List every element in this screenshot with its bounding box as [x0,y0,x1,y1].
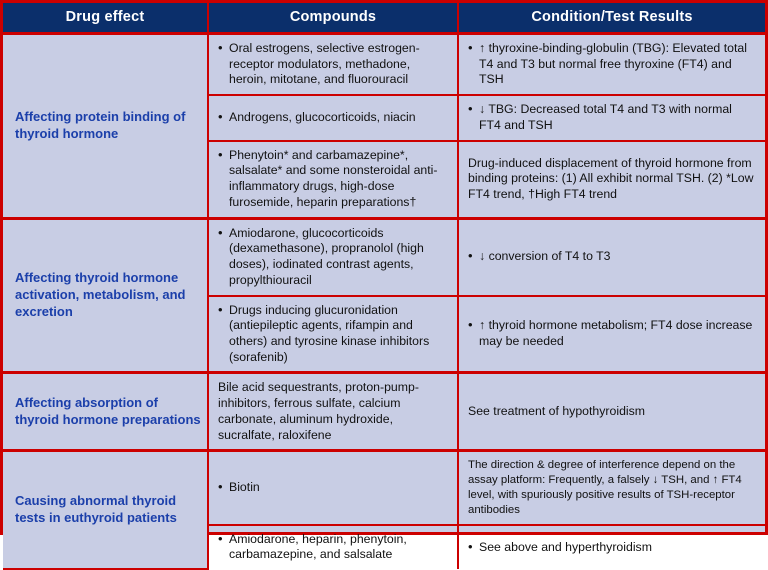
list-item: • Amiodarone, heparin, phenytoin, carbamazepine, and salsalate [218,532,449,563]
list-item: • ↓ conversion of T4 to T3 [468,249,757,265]
drug-effects-table [3,3,765,570]
results-cell [458,95,765,140]
results-list [468,249,757,265]
compounds-cell [208,218,458,295]
results-cell [458,141,765,218]
column-header-drug-effect: Drug effect [3,3,208,34]
table-header [3,3,765,34]
compounds-cell [208,141,458,218]
compounds-list [218,303,449,366]
list-item: • Phenytoin* and carbamazepine*, salsalate* and some nonsteroidal anti-inflammatory drugs, high-dose furosemide, heparin preparations† [218,148,449,211]
list-item: • Androgens, glucocorticoids, niacin [218,110,449,126]
results-cell [458,296,765,373]
compounds-cell [208,95,458,140]
results-cell [458,34,765,96]
table-body [3,34,765,570]
compounds-list [218,226,449,289]
compounds-list [218,148,449,211]
list-item: • ↑ thyroid hormone metabolism; FT4 dose increase may be needed [468,318,757,349]
list-item: • Biotin [218,480,449,496]
table-row [3,373,765,451]
compounds-list [218,480,449,496]
compounds-cell [208,34,458,96]
drug-effect-cell: Affecting absorption of thyroid hormone preparations [3,373,208,451]
list-item: • See above and hyperthyroidism [468,540,757,556]
compounds-list [218,110,449,126]
results-list [468,318,757,349]
column-header-condition-test-results: Condition/Test Results [458,3,765,34]
compounds-cell [208,296,458,373]
compounds-list [218,532,449,563]
results-text: The direction & degree of interference depend on the assay platform: Frequently, a falsely ↓ TSH, and ↑ FT4 level, with spuriously positive results of TSH-receptor antibodies [468,459,742,516]
table-row [3,451,765,525]
results-list [468,102,757,133]
drug-effect-cell: Affecting protein binding of thyroid hormone [3,34,208,219]
results-text: See treatment of hypothyroidism [468,404,646,419]
column-header-compounds: Compounds [208,3,458,34]
compounds-text: Bile acid sequestrants, proton-pump-inhibitors, ferrous sulfate, calcium carbonate, aluminum hydroxide, sucralfate, raloxifene [218,380,419,442]
results-list [468,540,757,556]
compounds-cell [208,451,458,525]
table-row [3,34,765,96]
compounds-cell [208,525,458,569]
drug-effect-cell: Affecting thyroid hormone activation, metabolism, and excretion [3,218,208,373]
results-list [468,41,757,88]
results-cell [458,525,765,569]
table-row [3,218,765,295]
compounds-list [218,41,449,88]
list-item: • Amiodarone, glucocorticoids (dexamethasone), propranolol (high doses), iodinated contrast agents, propylthiouracil [218,226,449,289]
list-item: • ↑ thyroxine-binding-globulin (TBG): Elevated total T4 and T3 but normal free thyroxine (FT4) and TSH [468,41,757,88]
results-cell [458,451,765,525]
header-row [3,3,765,34]
list-item: • ↓ TBG: Decreased total T4 and T3 with normal FT4 and TSH [468,102,757,133]
compounds-cell [208,373,458,451]
list-item: • Oral estrogens, selective estrogen-receptor modulators, methadone, heroin, mitotane, and fluorouracil [218,41,449,88]
results-text: Drug-induced displacement of thyroid hormone from binding proteins: (1) All exhibit normal TSH. (2) *Low FT4 trend, †High FT4 trend [468,155,754,201]
drug-effect-cell: Causing abnormal thyroid tests in euthyroid patients [3,451,208,569]
list-item: • Drugs inducing glucuronidation (antiepileptic agents, rifampin and others) and tyrosine kinase inhibitors (sorafenib) [218,303,449,366]
results-cell [458,218,765,295]
results-cell [458,373,765,451]
